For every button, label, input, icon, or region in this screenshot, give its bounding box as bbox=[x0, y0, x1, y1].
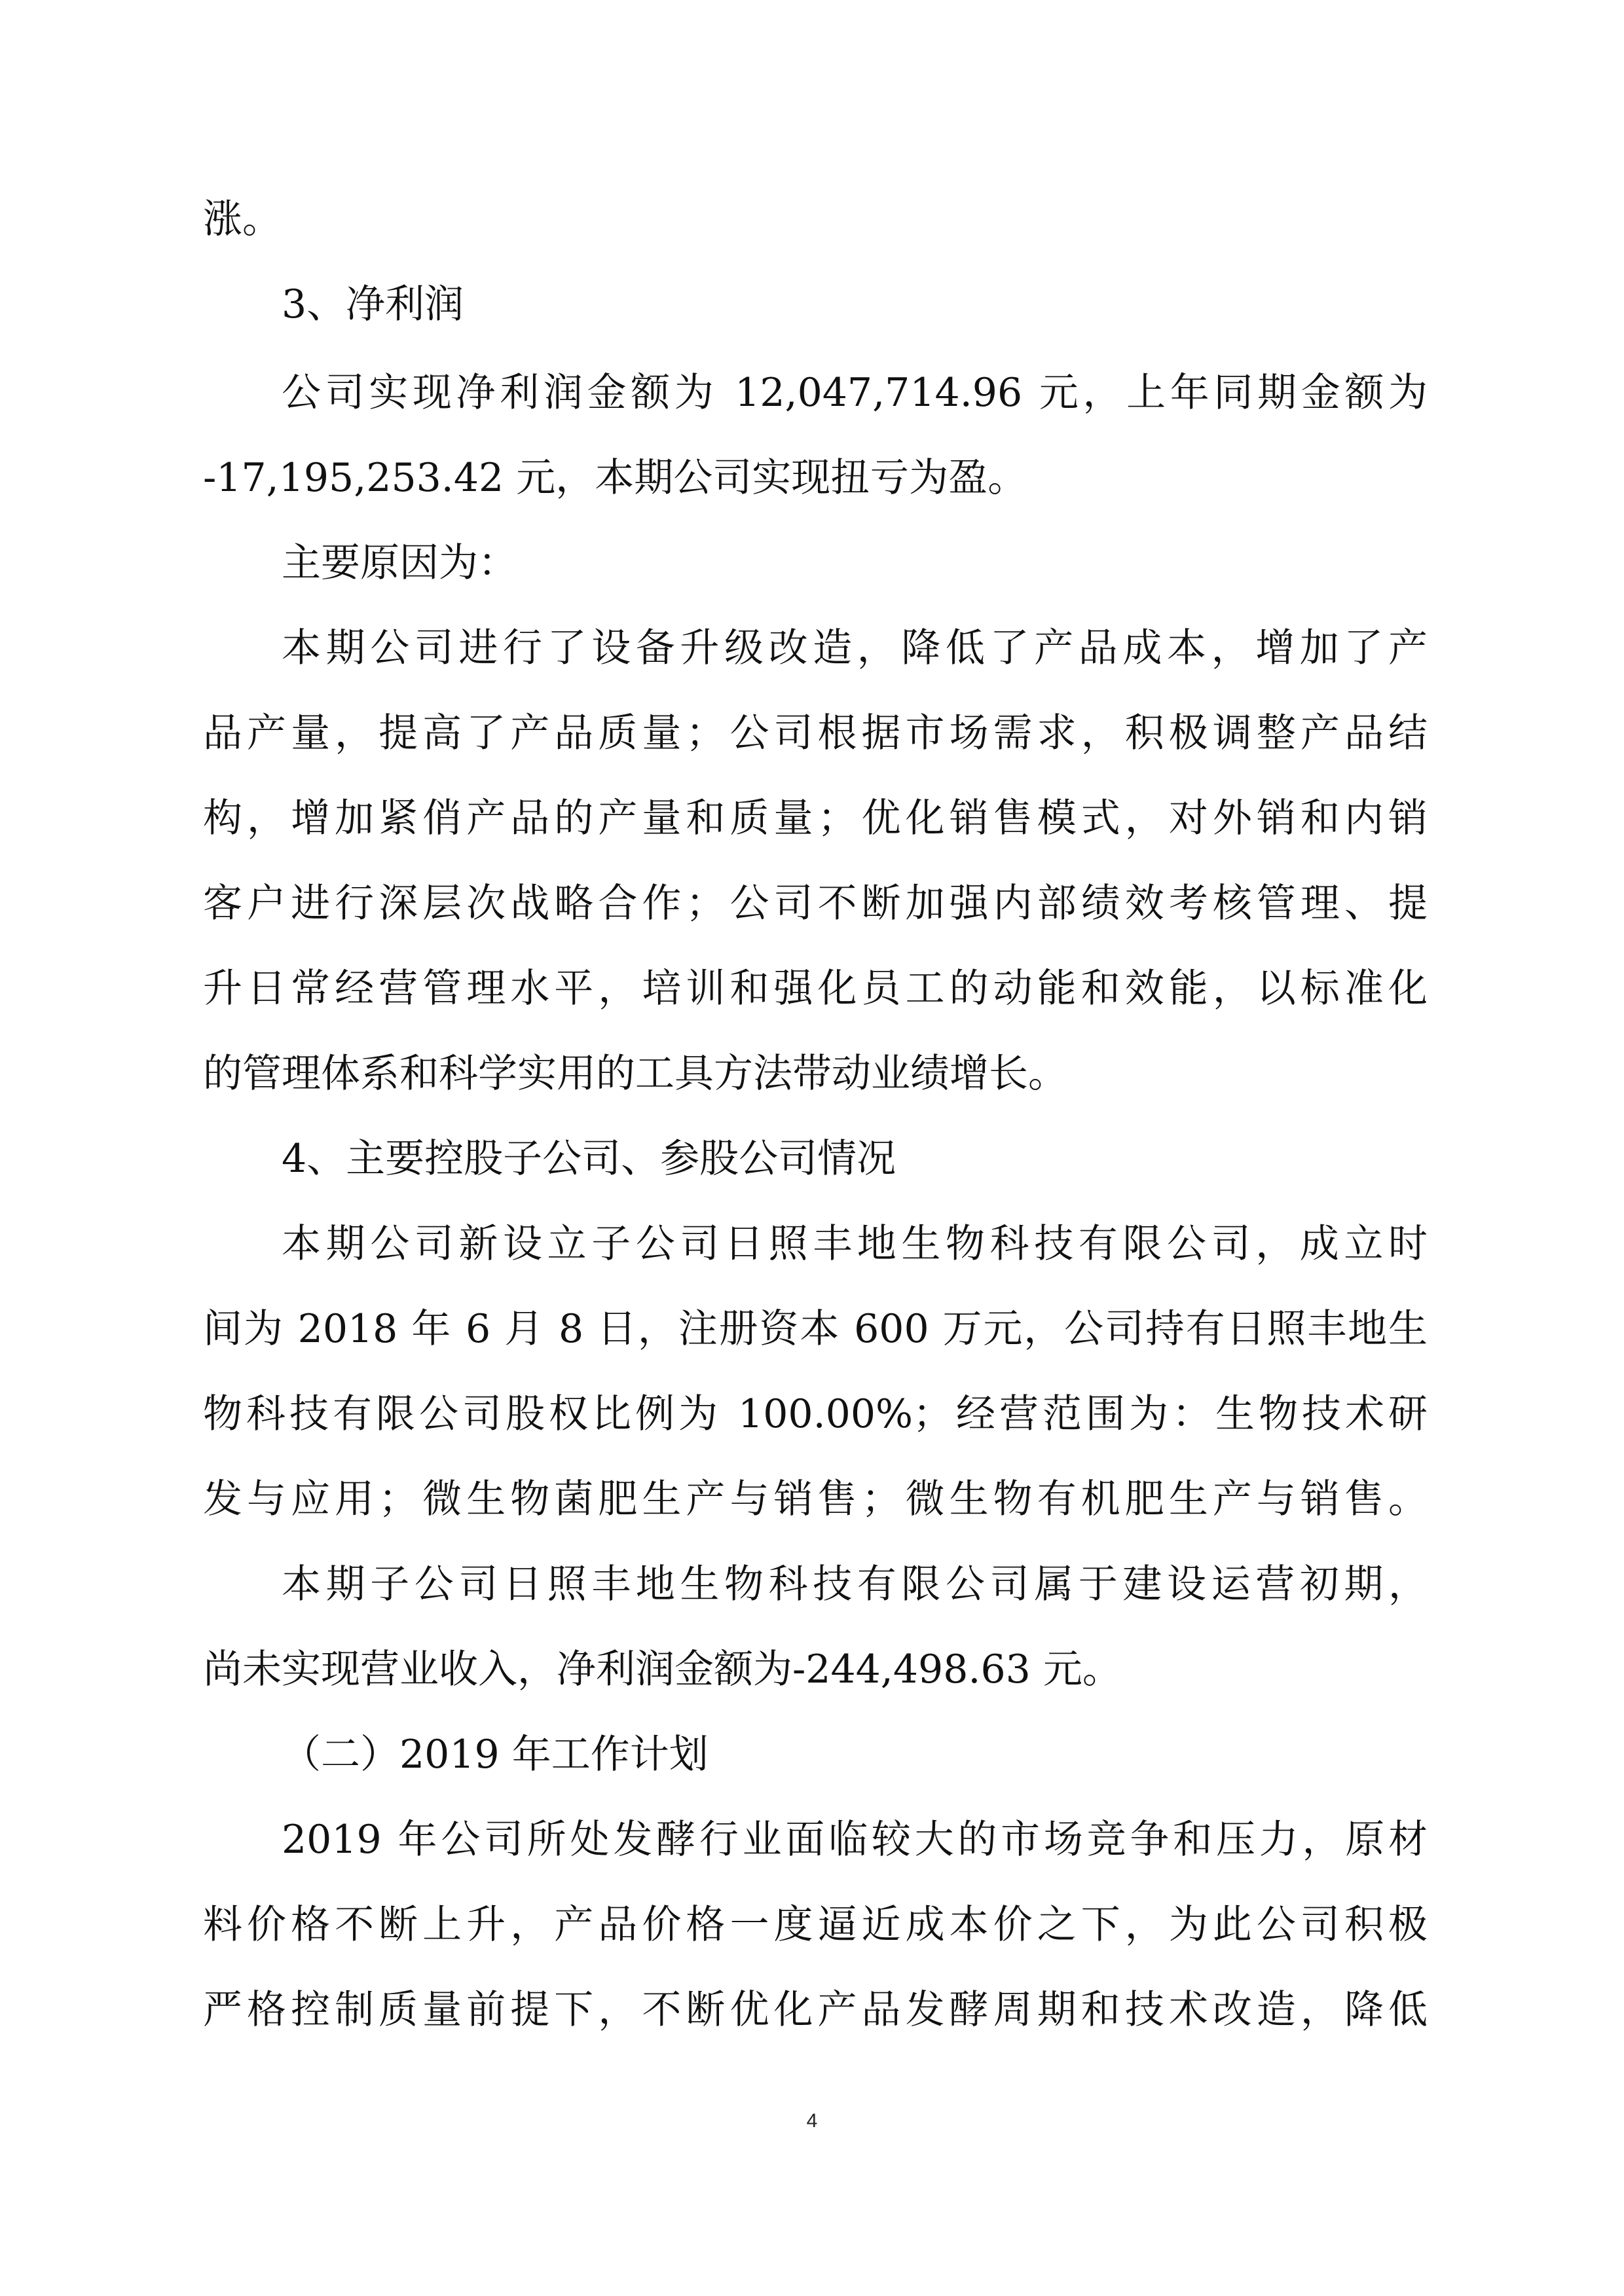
text-line: 升日常经营管理水平，培训和强化员工的动能和效能，以标准化 bbox=[203, 966, 1428, 1011]
text-line: 主要原因为： bbox=[282, 540, 517, 586]
text-line: 公司实现净利润金额为 12,047,714.96 元，上年同期金额为 bbox=[282, 370, 1428, 416]
section-heading-work-plan-2019: （二）2019 年工作计划 bbox=[282, 1732, 709, 1777]
text-line: 的管理体系和科学实用的工具方法带动业绩增长。 bbox=[203, 1051, 1067, 1097]
text-line: 涨。 bbox=[203, 196, 282, 242]
text-line: 本期子公司日照丰地生物科技有限公司属于建设运营初期， bbox=[282, 1561, 1428, 1607]
text-line: 尚未实现营业收入，净利润金额为-244,498.63 元。 bbox=[203, 1647, 1122, 1692]
text-line: 本期公司进行了设备升级改造，降低了产品成本，增加了产 bbox=[282, 625, 1428, 671]
page-number: 4 bbox=[806, 2110, 818, 2132]
section-heading-subsidiaries: 4、主要控股子公司、参股公司情况 bbox=[282, 1136, 896, 1182]
text-line: 2019 年公司所处发酵行业面临较大的市场竞争和压力，原材 bbox=[282, 1817, 1428, 1863]
text-line: 料价格不断上升，产品价格一度逼近成本价之下，为此公司积极 bbox=[203, 1902, 1428, 1948]
section-heading-net-profit: 3、净利润 bbox=[282, 282, 464, 327]
text-line: -17,195,253.42 元，本期公司实现扭亏为盈。 bbox=[203, 455, 1027, 501]
text-line: 客户进行深层次战略合作；公司不断加强内部绩效考核管理、提 bbox=[203, 881, 1428, 926]
text-line: 构，增加紧俏产品的产量和质量；优化销售模式，对外销和内销 bbox=[203, 795, 1428, 841]
text-line: 品产量，提高了产品质量；公司根据市场需求，积极调整产品结 bbox=[203, 710, 1428, 756]
text-line: 间为 2018 年 6 月 8 日，注册资本 600 万元，公司持有日照丰地生 bbox=[203, 1306, 1428, 1352]
text-line: 发与应用；微生物菌肥生产与销售；微生物有机肥生产与销售。 bbox=[203, 1476, 1428, 1522]
text-line: 严格控制质量前提下，不断优化产品发酵周期和技术改造，降低 bbox=[203, 1987, 1428, 2033]
text-line: 本期公司新设立子公司日照丰地生物科技有限公司，成立时 bbox=[282, 1221, 1428, 1267]
text-line: 物科技有限公司股权比例为 100.00%；经营范围为：生物技术研 bbox=[203, 1391, 1428, 1437]
